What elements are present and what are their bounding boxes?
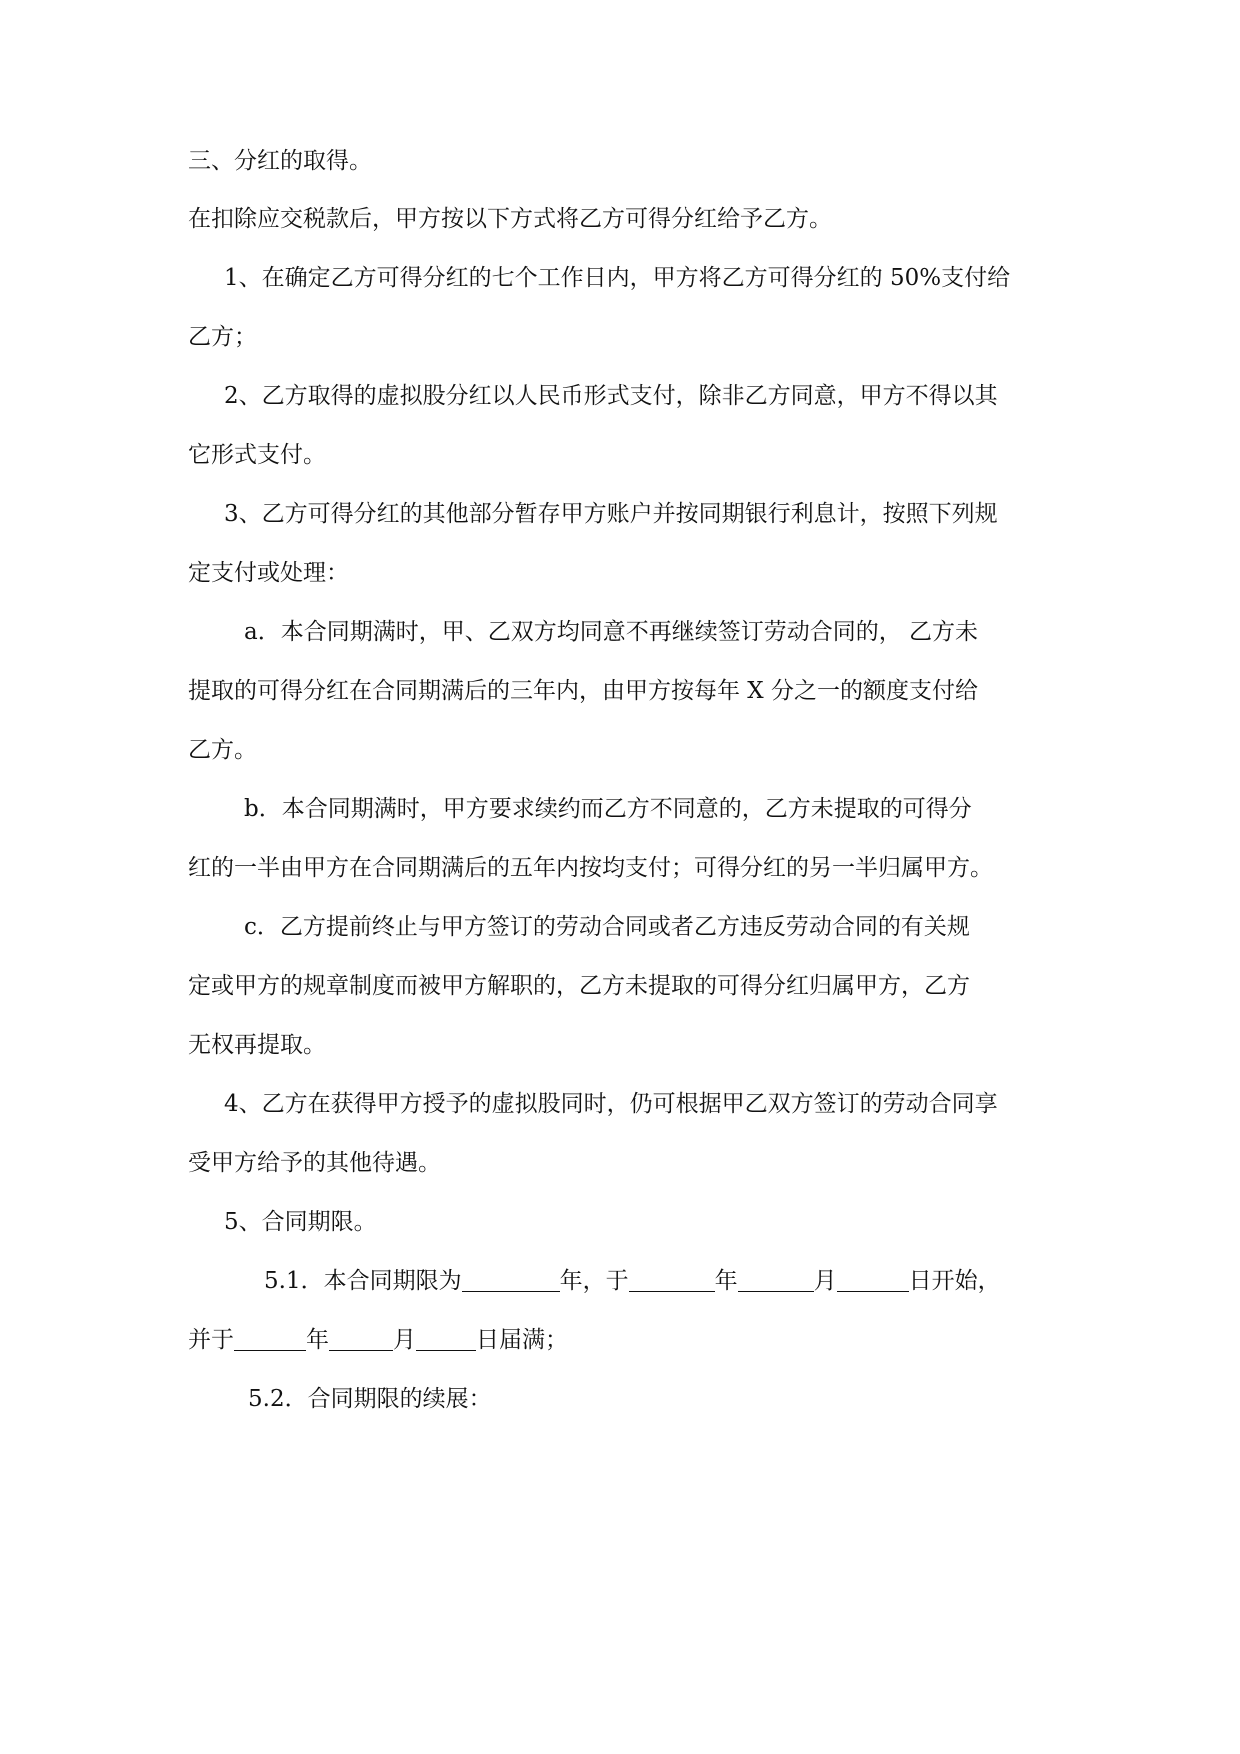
start-month-blank[interactable] xyxy=(738,1269,814,1292)
item-5-1-line-2 xyxy=(0,1325,1240,1355)
item-3a-line-1: a．本合同期满时，甲、乙双方均同意不再继续签订劳动合同的， 乙方未 xyxy=(244,619,979,645)
end-day-blank[interactable] xyxy=(416,1328,476,1351)
intro-paragraph: 在扣除应交税款后，甲方按以下方式将乙方可得分红给予乙方。 xyxy=(188,206,832,232)
term-years-blank[interactable] xyxy=(462,1269,560,1292)
start-year-blank[interactable] xyxy=(629,1269,715,1292)
end-day-text: 日届满； xyxy=(476,1327,568,1353)
start-day-blank[interactable] xyxy=(837,1269,909,1292)
item-3c-line-2: 定或甲方的规章制度而被甲方解职的，乙方未提取的可得分红归属甲方，乙方 xyxy=(188,973,970,999)
item-4-line-2: 受甲方给予的其他待遇。 xyxy=(188,1150,441,1176)
item-3a-line-3: 乙方。 xyxy=(188,737,257,763)
section-heading: 三、分红的取得。 xyxy=(188,148,372,174)
item-1-line-2: 乙方； xyxy=(188,324,257,350)
item-2-line-1: 2、乙方取得的虚拟股分红以人民币形式支付，除非乙方同意，甲方不得以其 xyxy=(224,383,998,409)
item-3c-line-1: c．乙方提前终止与甲方签订的劳动合同或者乙方违反劳动合同的有关规 xyxy=(244,914,970,940)
item-5-heading: 5、合同期限。 xyxy=(224,1209,377,1235)
item-3b-line-1: b．本合同期满时，甲方要求续约而乙方不同意的，乙方未提取的可得分 xyxy=(244,796,972,822)
start-year-text: 年 xyxy=(714,1268,738,1294)
item-3b-line-2: 红的一半由甲方在合同期满后的五年内按均支付；可得分红的另一半归属甲方。 xyxy=(188,855,993,881)
item-4-line-1: 4、乙方在获得甲方授予的虚拟股同时，仍可根据甲乙双方签订的劳动合同享 xyxy=(224,1091,998,1117)
end-year-text: 年 xyxy=(306,1327,329,1353)
end-prefix: 并于 xyxy=(188,1327,234,1353)
end-year-blank[interactable] xyxy=(234,1328,306,1351)
end-month-text: 月 xyxy=(393,1327,416,1353)
item-2-line-2: 它形式支付。 xyxy=(188,442,326,468)
item-3c-line-3: 无权再提取。 xyxy=(188,1032,326,1058)
item-3-line-2: 定支付或处理： xyxy=(188,560,349,586)
item-1-line-1: 1、在确定乙方可得分红的七个工作日内，甲方将乙方可得分红的 50%支付给 xyxy=(224,265,1011,291)
start-month-text: 月 xyxy=(813,1268,837,1294)
term-prefix: 5.1．本合同期限为 xyxy=(264,1268,462,1294)
end-month-blank[interactable] xyxy=(329,1328,393,1351)
term-year-text: 年，于 xyxy=(559,1268,629,1294)
item-3a-line-2: 提取的可得分红在合同期满后的三年内，由甲方按每年 X 分之一的额度支付给 xyxy=(188,678,978,704)
item-5-1-line-1 xyxy=(0,1266,1240,1296)
item-5-2-heading: 5.2．合同期限的续展： xyxy=(248,1386,492,1412)
start-day-text: 日开始， xyxy=(908,1268,1001,1294)
item-3-line-1: 3、乙方可得分红的其他部分暂存甲方账户并按同期银行利息计，按照下列规 xyxy=(224,501,998,527)
